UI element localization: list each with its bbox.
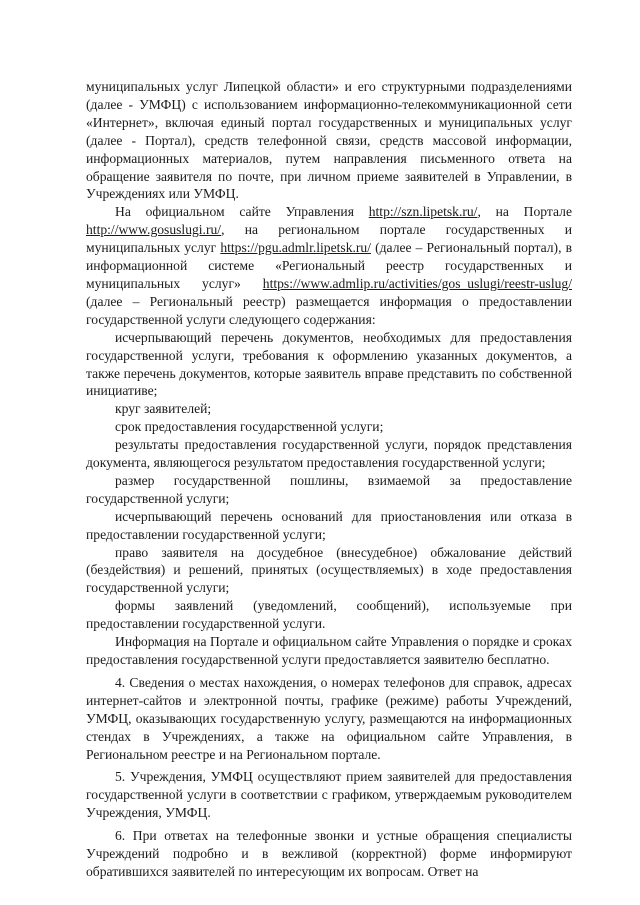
text-segment: (далее – Региональный реестр) размещается информация о предоставлении государственной услуги следующего содержания: [86, 293, 572, 327]
list-item: размер государственной пошлины, взимаемой за предоставление государственной услуги; [86, 472, 572, 506]
link-pgu-admlr[interactable]: https://pgu.admlr.lipetsk.ru/ [220, 240, 371, 256]
list-item: формы заявлений (уведомлений, сообщений), используемые при предоставлении государственной услуги. [86, 598, 572, 632]
list-item: круг заявителей; [115, 401, 212, 417]
list-item: исчерпывающий перечень документов, необходимых для предоставления государственной услуги, требования к оформлению указанных документов, а также перечень документов, которые заявитель вправе представить по собственной инициативе; [86, 329, 572, 399]
text-segment: , на региональном портале государственных и муниципальных услуг [86, 222, 572, 256]
list-item: исчерпывающий перечень оснований для приостановления или отказа в предоставлении государственной услуги; [86, 508, 572, 542]
paragraph-free-info: Информация на Портале и официальном сайте Управления о порядке и сроках предоставления государственной услуги предоставляется заявителю бесплатно. [86, 634, 572, 667]
link-gosuslugi[interactable]: http://www.gosuslugi.ru/ [86, 222, 222, 238]
text-segment: , на Портале [477, 204, 572, 220]
list-item: срок предоставления государственной услуги; [115, 419, 384, 435]
paragraph-6-phone-answers: 6. При ответах на телефонные звонки и устные обращения специалисты Учреждений подробно и в вежливой (корректной) форме информируют обратившихся заявителей по интересующим их вопросам. Ответ на [86, 828, 572, 879]
text-segment: (далее – Региональный портал), в информационной системе «Региональный реестр государственных и муниципальных услуг» [86, 240, 573, 291]
paragraph-intro: муниципальных услуг Липецкой области» и его структурными подразделениями (далее - УМФЦ) с использованием информационно-телекоммуникационной сети «Интернет», включая единый портал государственных и муниципальных услуг (далее - Портал), средств телефонной связи, средств массовой информации, информационных материалов, путем направления письменного ответа на обращение заявителя по почте, при личном приеме заявителей в Управлении, в Учреждениях или УМФЦ. [86, 79, 572, 202]
paragraph-5-reception: 5. Учреждения, УМФЦ осуществляют прием заявителей для предоставления государственной услуги в соответствии с графиком, утверждаемым руководителем Учреждения, УМФЦ. [86, 769, 572, 821]
document-page [86, 78, 572, 881]
link-szn-lipetsk[interactable]: http://szn.lipetsk.ru/ [368, 204, 478, 220]
list-item: право заявителя на досудебное (внесудебное) обжалование действий (бездействия) и решений, принятых (осуществляемых) в ходе предоставления государственной услуги; [86, 544, 572, 596]
paragraph-4-locations: 4. Сведения о местах нахождения, о номерах телефонов для справок, адресах интернет-сайтов и электронной почты, графике (режиме) работы Учреждений, УМФЦ, оказывающих государственную услугу, размещаются на информационных стендах в Учреждениях, а также на официальном сайте Управления, в Региональном реестре и на Региональном портале. [86, 674, 572, 762]
link-admlip-reestr[interactable]: https://www.admlip.ru/activities/gos_uslugi/reestr-uslug/ [262, 275, 572, 291]
text-segment: На официальном сайте Управления [115, 204, 369, 220]
list-item: результаты предоставления государственной услуги, порядок представления документа, являющегося результатом предоставления государственной услуги; [86, 437, 572, 471]
paragraph-websites [86, 203, 572, 328]
